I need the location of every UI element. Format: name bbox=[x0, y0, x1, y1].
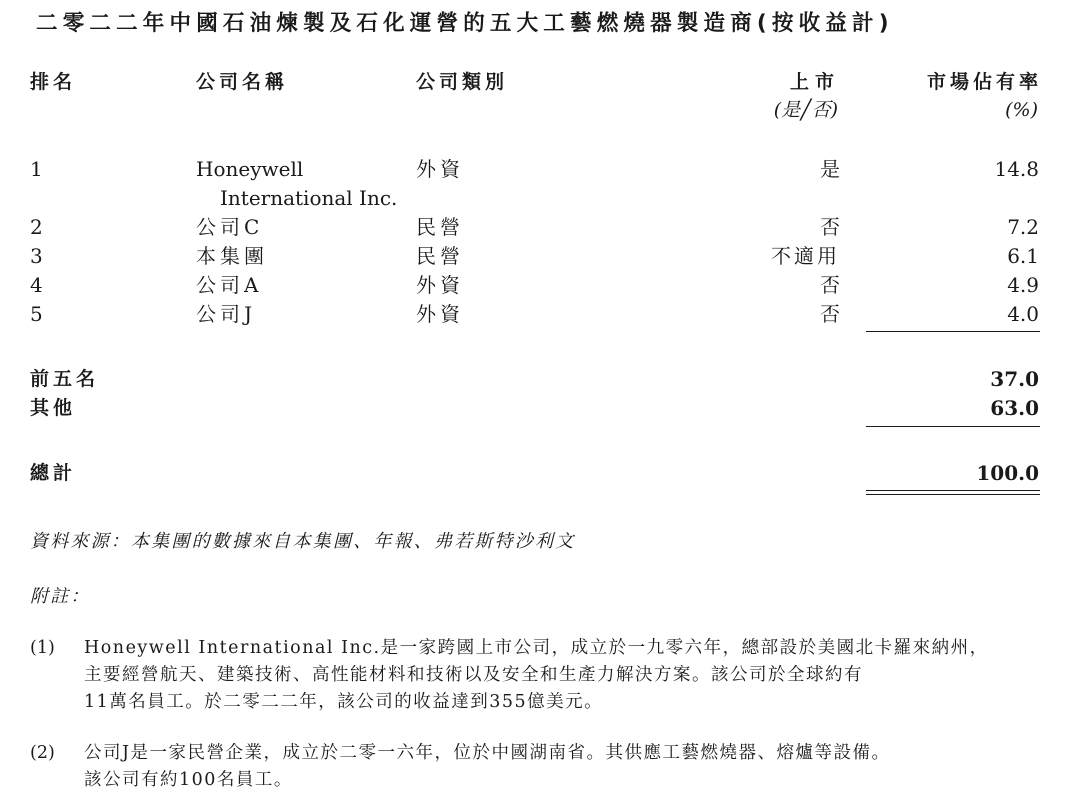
row-1-category: 外資 bbox=[416, 157, 464, 181]
note-1-line-2: 主要經營航天、建築技術、高性能材料和技術以及安全和生產力解決方案。該公司於全球約有 bbox=[84, 665, 863, 685]
row-3-category: 民營 bbox=[416, 244, 464, 268]
row-3-listed: 不適用 bbox=[771, 244, 840, 268]
row-5-share: 4.0 bbox=[1007, 302, 1039, 326]
row-3-share: 6.1 bbox=[1007, 244, 1039, 268]
header-listed: 上市 bbox=[789, 71, 840, 93]
row-2-share: 7.2 bbox=[1007, 215, 1039, 239]
top-five-label: 前五名 bbox=[30, 368, 100, 390]
double-rule-top bbox=[866, 490, 1040, 491]
row-4-rank: 4 bbox=[30, 273, 43, 297]
row-4-company: 公司A bbox=[196, 273, 263, 297]
row-2-listed: 否 bbox=[820, 215, 840, 239]
note-2-number: (2) bbox=[30, 743, 55, 763]
row-5-listed: 否 bbox=[820, 302, 840, 326]
row-4-share: 4.9 bbox=[1007, 273, 1039, 297]
top-five-value: 37.0 bbox=[990, 367, 1039, 391]
header-rank: 排名 bbox=[30, 71, 77, 93]
header-company: 公司名稱 bbox=[196, 71, 289, 93]
others-value: 63.0 bbox=[990, 396, 1039, 420]
row-1-rank: 1 bbox=[30, 157, 43, 181]
row-3-rank: 3 bbox=[30, 244, 43, 268]
row-1-listed: 是 bbox=[820, 157, 840, 181]
row-2-category: 民營 bbox=[416, 215, 464, 239]
double-rule-bottom bbox=[866, 494, 1040, 495]
grand-total-value: 100.0 bbox=[976, 461, 1039, 485]
header-listed-sub: (是╱否) bbox=[773, 99, 838, 121]
note-2-line-1: 公司J是一家民營企業，成立於二零一六年，位於中國湖南省。其供應工藝燃燒器、熔爐等設備。 bbox=[84, 743, 891, 763]
row-1-company: Honeywell bbox=[196, 157, 304, 181]
row-2-company: 公司C bbox=[196, 215, 264, 239]
note-1-number: (1) bbox=[30, 638, 55, 658]
row-4-category: 外資 bbox=[416, 273, 464, 297]
header-share: 市場佔有率 bbox=[926, 71, 1042, 93]
note-1-body bbox=[84, 635, 1044, 716]
source-note: 資料來源：本集團的數據來自本集團、年報、弗若斯特沙利文 bbox=[30, 531, 576, 552]
note-1-line-1: Honeywell International Inc.是一家跨國上市公司，成立於一九零六年，總部設於美國北卡羅來納州， bbox=[84, 638, 989, 658]
header-share-sub: (%) bbox=[1005, 99, 1038, 121]
row-1-company-line2: International Inc. bbox=[220, 186, 398, 210]
note-2-line-2: 該公司有約100名員工。 bbox=[84, 770, 293, 790]
header-category: 公司類別 bbox=[416, 71, 509, 93]
row-5-category: 外資 bbox=[416, 302, 464, 326]
row-1-share: 14.8 bbox=[994, 157, 1039, 181]
table-title: 二零二二年中國石油煉製及石化運營的五大工藝燃燒器製造商(按收益計) bbox=[36, 11, 894, 36]
row-5-rank: 5 bbox=[30, 302, 43, 326]
note-1-line-3: 11萬名員工。於二零二二年，該公司的收益達到355億美元。 bbox=[84, 692, 604, 712]
note-2-body bbox=[84, 740, 1044, 794]
others-label: 其他 bbox=[30, 397, 77, 419]
subtotal-rule bbox=[866, 331, 1040, 332]
row-4-listed: 否 bbox=[820, 273, 840, 297]
row-5-company: 公司J bbox=[196, 302, 257, 326]
row-2-rank: 2 bbox=[30, 215, 43, 239]
total-rule bbox=[866, 426, 1040, 427]
notes-title: 附註： bbox=[30, 586, 91, 607]
row-3-company: 本集團 bbox=[196, 244, 268, 268]
grand-total-label: 總計 bbox=[30, 462, 77, 484]
